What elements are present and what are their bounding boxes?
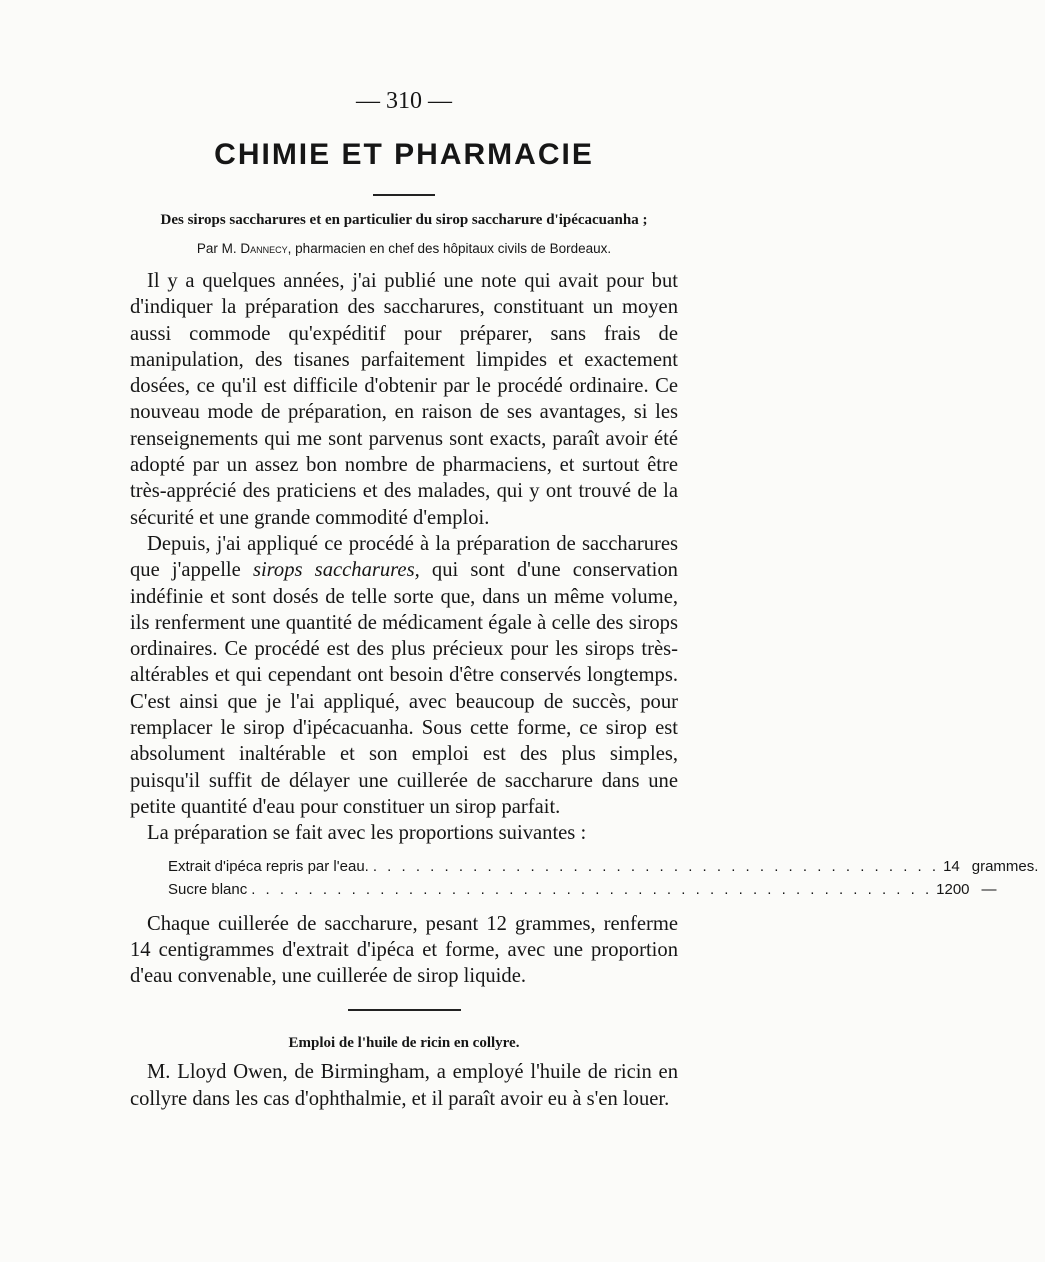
divider-rule: [348, 1009, 461, 1011]
recipe-unit: grammes.: [971, 857, 1039, 875]
book-page: [130, 86, 1039, 1112]
recipe-row: [168, 878, 997, 901]
paragraph: Il y a quelques années, j'ai publié une note qui avait pour but d'indiquer la préparation des saccharures, constituant un moyen aussi commode qu'expéditif pour préparer, sans frais de manipulation, des tisanes parfaitement limpides et exactement dosées, ce qu'il est difficile d'obtenir par le procédé ordinaire. Ce nouveau mode de préparation, en raison de ses avantages, si les renseignements qui me sont parvenus sont exacts, paraît avoir été adopté par un assez bon nombre de pharmaciens, et surtout être très-apprécié des praticiens et des malades, qui y ont trouvé de la sécurité et une grande commodité d'emploi.: [130, 270, 678, 529]
recipe-amount: 14: [943, 857, 960, 875]
article-title: Des sirops saccharures et en particulier du sirop saccharure d'ipécacuanha ;: [160, 212, 648, 228]
italic-term: sirops saccharures,: [252, 559, 420, 582]
recipe-quantity: [936, 878, 1038, 901]
article-title: Emploi de l'huile de ricin en collyre.: [288, 1035, 520, 1052]
recipe-ingredient: Sucre blanc: [168, 880, 248, 898]
recipe-ingredient: Extrait d'ipéca repris par l'eau.: [168, 857, 369, 875]
paragraph-text: Depuis, j'ai appliqué ce procédé à la préparation de saccharures que j'appelle: [130, 532, 678, 582]
paragraph: [130, 531, 678, 820]
page-number: — 310 —: [356, 88, 452, 114]
paragraph: La préparation se fait avec les proportions suivantes :: [147, 822, 587, 845]
paragraph: M. Lloyd Owen, de Birmingham, a employé l'huile de ricin en collyre dans les cas d'ophthalmie, et il paraît avoir eu à s'en louer.: [130, 1061, 678, 1110]
paragraph-text: qui sont d'une conservation indéfinie et sont dosés de telle sorte que, dans un même volume, ils renferment une quantité de médicament égale à celle des sirops ordinaires. Ce procédé est des plus précieux pour les sirops très-altérables et qui cependant ont besoin d'être conservés longtemps. C'est ainsi que je l'ai appliqué, avec beaucoup de succès, pour remplacer le sirop d'ipécacuanha. Sous cette forme, ce sirop est absolument inaltérable et son emploi est des plus simples, puisqu'il suffit de délayer une cuillerée de saccharure dans une petite quantité d'eau pour constituer un sirop parfait.: [130, 559, 678, 818]
recipe-quantity: [943, 855, 1045, 878]
byline-prefix: Par M.: [196, 241, 237, 256]
recipe-amount: 1200: [936, 880, 970, 898]
author-name: Dannecy,: [240, 241, 292, 256]
section-title: CHIMIE ET PHARMACIE: [214, 138, 594, 171]
leader-dots: . . . . . . . . . . . . . . . . . . . . . . . . . . . . . . . . . . . . . . . . . . . . . . . .: [251, 880, 933, 898]
author-affiliation: pharmacien en chef des hôpitaux civils de Bordeaux.: [295, 241, 612, 256]
recipe-table: [168, 855, 1039, 901]
paragraph: Chaque cuillerée de saccharure, pesant 12 grammes, renferme 14 centigrammes d'extrait d'ipéca et forme, avec une proportion d'eau convenable, une cuillerée de sirop liquide.: [130, 912, 678, 988]
divider-rule: [373, 194, 435, 196]
recipe-unit: —: [981, 880, 997, 898]
article-byline: [130, 240, 678, 258]
recipe-row: [168, 855, 1039, 878]
leader-dots: . . . . . . . . . . . . . . . . . . . . . . . . . . . . . . . . . . . . . . . .: [372, 857, 940, 875]
